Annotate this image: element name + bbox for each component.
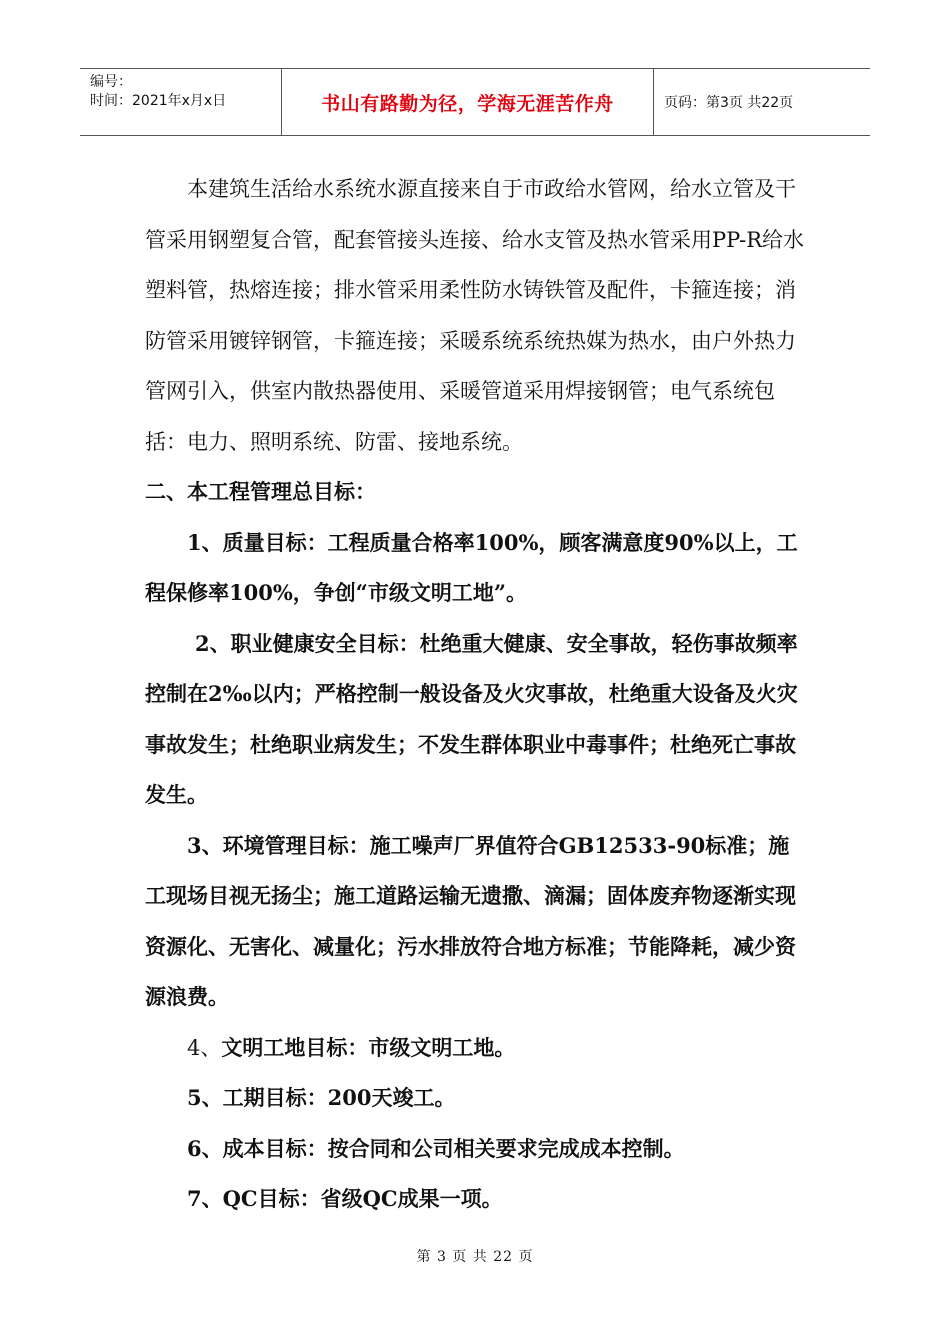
header-page-info: 页码：第3页 共22页: [664, 95, 794, 111]
goal-safety: 2、职业健康安全目标：杜绝重大健康、安全事故，轻伤事故频率控制在2‰以内；严格控制一般设备及火灾事故，杜绝重大设备及火灾事故发生；杜绝职业病发生；不发生群体职业中毒事件；杜绝死亡事故发生。: [145, 630, 798, 807]
page-footer: 第 3 页 共 22 页: [416, 1249, 534, 1265]
goal-qc: 7、QC目标：省级QC成果一项。: [187, 1186, 503, 1211]
goal-cost: 6、成本目标：按合同和公司相关要求完成成本控制。: [187, 1135, 685, 1161]
document-body: [145, 164, 810, 1225]
goal-environment: 3、环境管理目标：施工噪声厂界值符合GB12533-90标准；施工现场目视无扬尘；施工道路运输无遗撒、滴漏；固体废弃物逐渐实现资源化、无害化、减量化；污水排放符合地方标准；节能降耗，减少资源浪费。: [145, 832, 796, 1009]
goal-quality: 1、质量目标：工程质量合格率100%，顾客满意度90%以上，工程保修率100%，争创“市级文明工地”。: [145, 529, 798, 605]
goal-civilized-site-number: 4、: [187, 1035, 222, 1060]
document-date: 时间：2021年x月x日: [90, 93, 227, 109]
intro-paragraph: 本建筑生活给水系统水源直接来自于市政给水管网，给水立管及干管采用钢塑复合管，配套管接头连接、给水支管及热水管采用PP-R给水塑料管，热熔连接；排水管采用柔性防水铸铁管及配件，卡箍连接；消防管采用镀锌钢管，卡箍连接；采暖系统系统热媒为热水，由户外热力管网引入，供室内散热器使用、采暖管道采用焊接钢管；电气系统包括：电力、照明系统、防雷、接地系统。: [145, 177, 805, 454]
header-motto: 书山有路勤为径，学海无涯苦作舟: [282, 69, 654, 135]
document-number-label: 编号：: [90, 74, 132, 90]
page-header: [80, 68, 870, 136]
section-title: 二、本工程管理总目标：: [145, 479, 376, 504]
goal-civilized-site: [145, 1023, 810, 1074]
goal-civilized-site-text: 文明工地目标：市级文明工地。: [221, 1034, 516, 1060]
goal-schedule: 5、工期目标：200天竣工。: [187, 1085, 456, 1110]
header-meta: [80, 69, 282, 135]
